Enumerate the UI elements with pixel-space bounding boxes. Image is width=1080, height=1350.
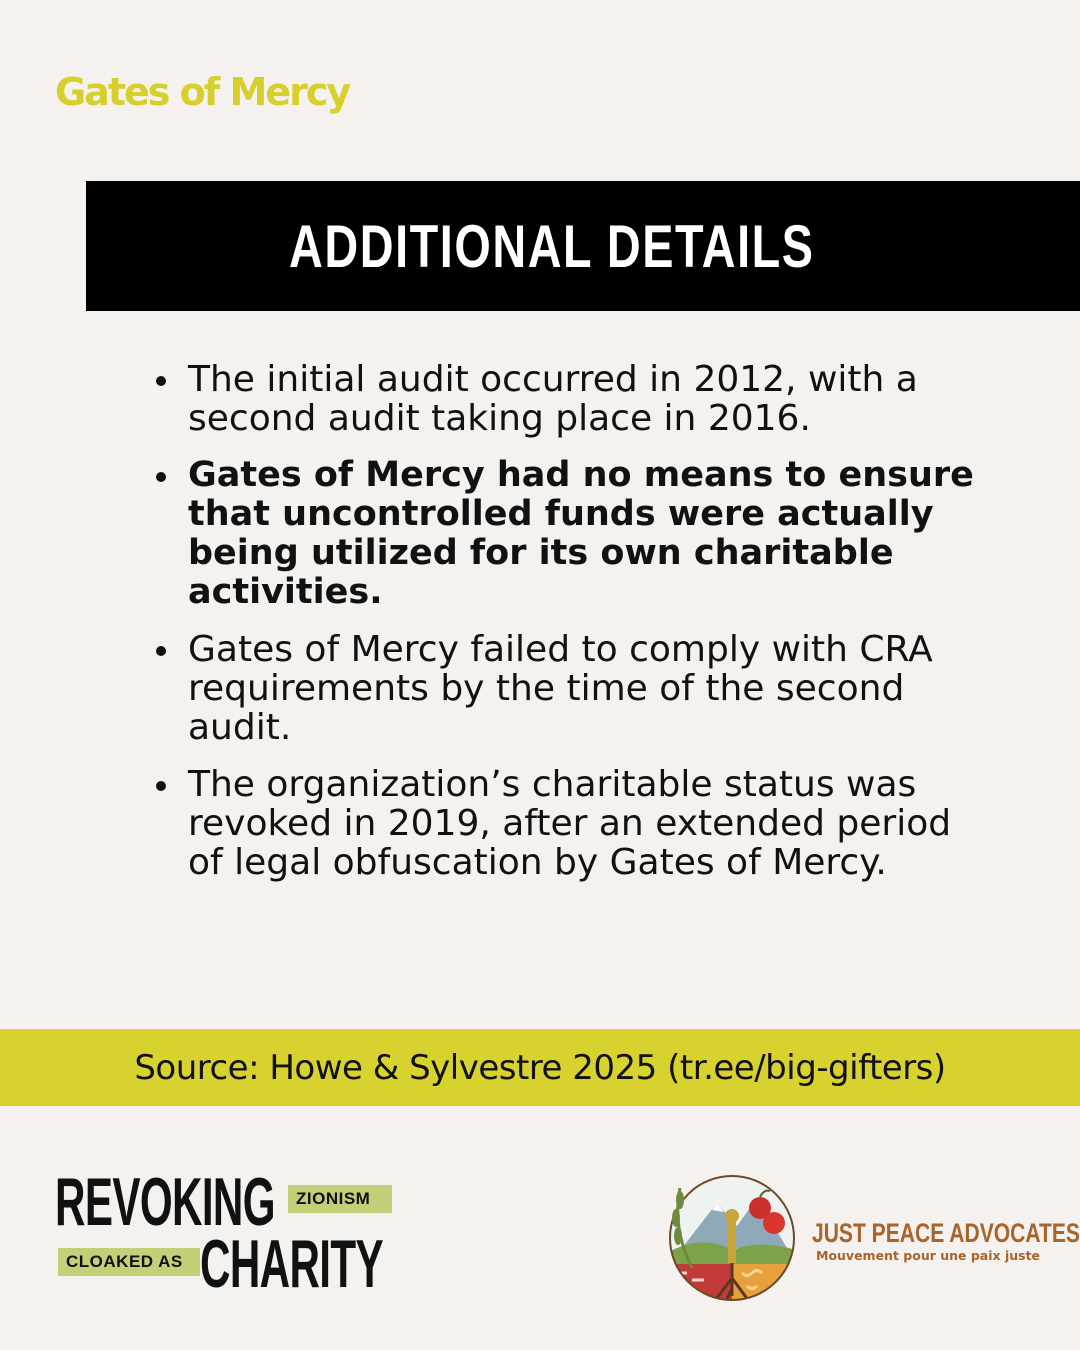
logo-tag-zionism: ZIONISM — [288, 1185, 392, 1213]
detail-item-2: Gates of Mercy had no means to ensure that uncontrolled funds were actually being utilized for its own charitable activities. — [152, 456, 982, 612]
details-list — [152, 360, 982, 900]
logo-tag-cloaked-as: CLOAKED AS — [58, 1248, 200, 1276]
campaign-logo — [55, 1164, 415, 1302]
logo-word-charity: CHARITY — [200, 1226, 384, 1302]
detail-item-4: The organization’s charitable status was revoked in 2019, after an extended period of legal obfuscation by Gates of Mercy. — [152, 765, 982, 882]
detail-item-1: The initial audit occurred in 2012, with a second audit taking place in 2016. — [152, 360, 982, 438]
emblem-icon — [662, 1168, 802, 1308]
section-banner — [86, 181, 1080, 311]
logo-word-revoking: REVOKING — [55, 1164, 275, 1240]
org-name: JUST PEACE ADVOCATES — [812, 1218, 1080, 1248]
source-bar — [0, 1029, 1080, 1106]
org-subtitle: Mouvement pour une paix juste — [816, 1248, 1041, 1263]
source-text: Source: Howe & Sylvestre 2025 (tr.ee/big-gifters) — [134, 1047, 946, 1088]
brand-title: Gates of Mercy — [55, 70, 350, 114]
banner-title: ADDITIONAL DETAILS — [289, 212, 815, 280]
detail-item-3: Gates of Mercy failed to comply with CRA requirements by the time of the second audit. — [152, 630, 982, 747]
org-logo — [662, 1168, 1080, 1308]
